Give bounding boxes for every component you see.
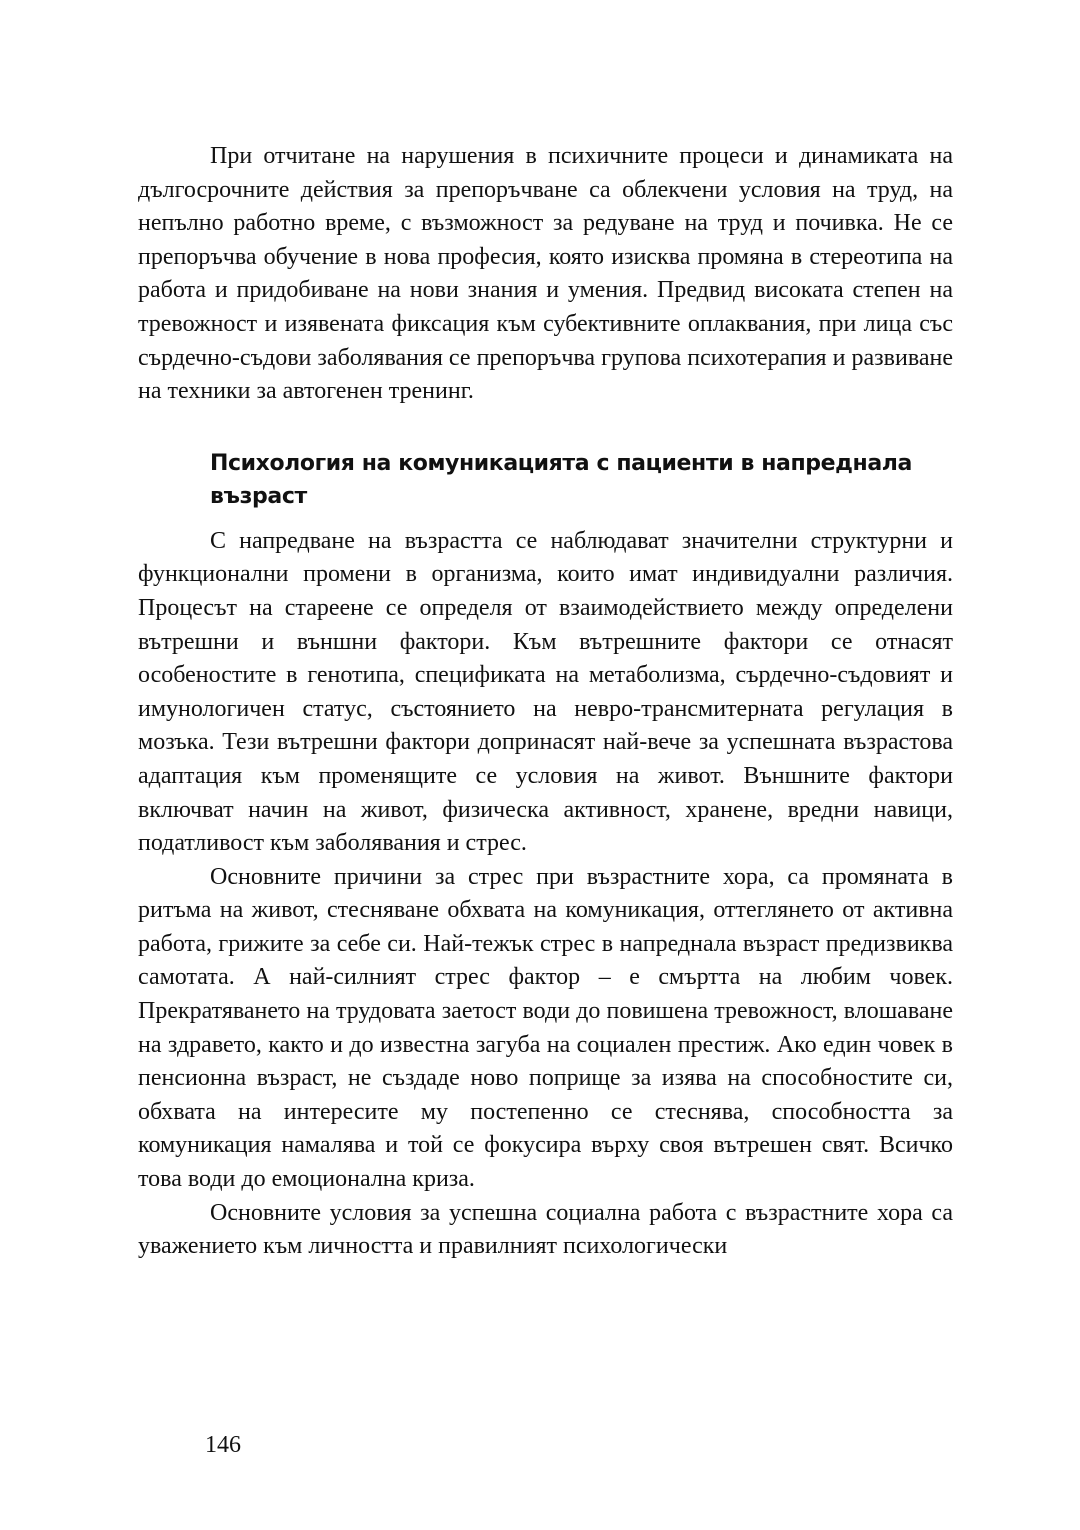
section-heading: Психология на комуникацията с пациенти в напреднала възраст	[210, 450, 912, 509]
page-number: 146	[205, 1432, 241, 1458]
page-body	[138, 140, 953, 1264]
paragraph-stress-causes: Основните причини за стрес при възрастните хора, са промяната в ритъма на живот, стесняване обхвата на комуникация, оттеглянето от активна работа, грижите за себе си. Най-тежък стрес в напреднала възраст предизвиква самотата. А най-силният стрес фактор – е смъртта на любим човек. Прекратяването на трудовата заетост води до повишена тревожност, влошаване на здравето, както и до известна загуба на социален престиж. Ако един човек в пенсионна възраст, не създаде ново поприще за изява на способностите си, обхвата на интересите му постепенно се стеснява, способността за комуникация намалява и той се фокусира върху своя вътрешен свят. Всичко това води до емоционална криза.	[138, 863, 953, 1193]
paragraph-work-conditions: При отчитане на нарушения в психичните процеси и динамиката на дългосрочните действия за препоръчване са облекчени условия на труд, на непълно работно време, с възможност за редуване на труд и почивка. Не се препоръчва обучение в нова професия, която изисква промяна в стереотипа на работа и придобиване на нови знания и умения. Предвид високата степен на тревожност и изявената фиксация към субективните оплаквания, при лица със сърдечно-съдови заболявания се препоръчва групова психотерапия и развиване на техники за автогенен тренинг.	[138, 143, 953, 405]
paragraph-aging-factors: С напредване на възрастта се наблюдават значителни структурни и функционални промени в организма, които имат индивидуални различия. Процесът на стареене се определя от взаимодействието между определени вътрешни и външни фактори. Към вътрешните фактори се отнасят особеностите в генотипа, спецификата на метаболизма, сърдечно-съдовият и имунологичен статус, състоянието на невро-трансмитерната регулация в мозъка. Тези вътрешни фактори допринасят най-вече за успешната възрастова адаптация към променящите се условия на живот. Външните фактори включват начин на живот, физическа активност, хранене, вредни навици, податливост към заболявания и стрес.	[138, 527, 953, 857]
paragraph-social-work-conditions: Основните условия за успешна социална работа с възрастните хора са уважението към личността и правилният психологически	[138, 1199, 953, 1260]
